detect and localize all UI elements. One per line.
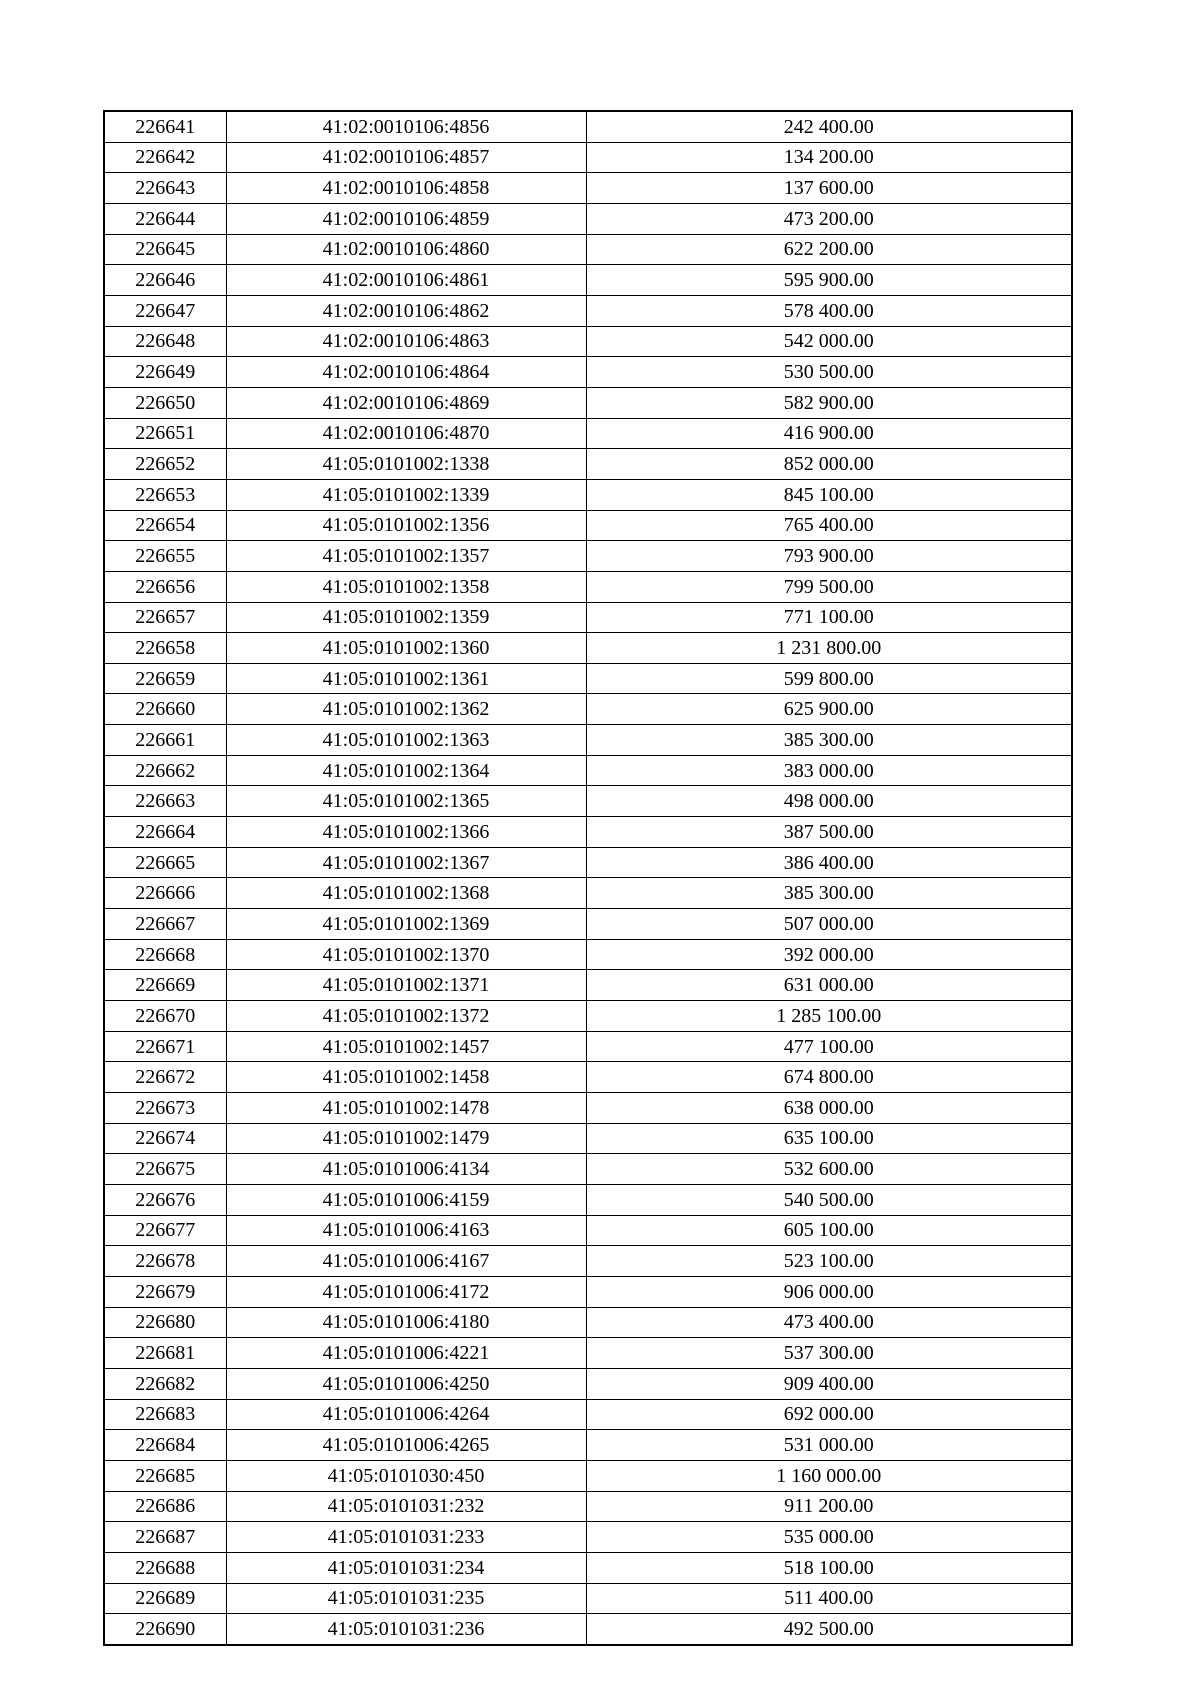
cadastral-number-cell: 41:05:0101031:234 — [226, 1552, 586, 1583]
cadastral-value-cell: 595 900.00 — [586, 265, 1072, 296]
cadastral-number-cell: 41:02:0010106:4869 — [226, 387, 586, 418]
cadastral-number-cell: 41:05:0101002:1364 — [226, 755, 586, 786]
cadastral-number-cell: 41:05:0101031:233 — [226, 1522, 586, 1553]
row-number-cell: 226653 — [104, 479, 226, 510]
row-number-cell: 226680 — [104, 1307, 226, 1338]
cadastral-number-cell: 41:05:0101002:1356 — [226, 510, 586, 541]
cadastral-value-cell: 392 000.00 — [586, 939, 1072, 970]
row-number-cell: 226670 — [104, 1001, 226, 1032]
cadastral-value-cell: 911 200.00 — [586, 1491, 1072, 1522]
cadastral-value-cell: 793 900.00 — [586, 541, 1072, 572]
row-number-cell: 226690 — [104, 1614, 226, 1645]
table-row — [104, 1246, 1072, 1277]
table-row — [104, 1093, 1072, 1124]
table-row — [104, 878, 1072, 909]
row-number-cell: 226671 — [104, 1031, 226, 1062]
cadastral-number-cell: 41:02:0010106:4864 — [226, 357, 586, 388]
cadastral-number-cell: 41:05:0101002:1338 — [226, 449, 586, 480]
table-row — [104, 357, 1072, 388]
row-number-cell: 226665 — [104, 847, 226, 878]
table-row — [104, 295, 1072, 326]
table-row — [104, 1552, 1072, 1583]
row-number-cell: 226649 — [104, 357, 226, 388]
table-row — [104, 909, 1072, 940]
cadastral-number-cell: 41:05:0101002:1479 — [226, 1123, 586, 1154]
table-row — [104, 1062, 1072, 1093]
cadastral-value-cell: 530 500.00 — [586, 357, 1072, 388]
cadastral-number-cell: 41:05:0101006:4163 — [226, 1215, 586, 1246]
cadastral-value-table — [103, 110, 1073, 1646]
cadastral-value-cell: 625 900.00 — [586, 694, 1072, 725]
cadastral-number-cell: 41:02:0010106:4862 — [226, 295, 586, 326]
cadastral-number-cell: 41:02:0010106:4861 — [226, 265, 586, 296]
row-number-cell: 226664 — [104, 817, 226, 848]
cadastral-number-cell: 41:05:0101006:4172 — [226, 1276, 586, 1307]
row-number-cell: 226654 — [104, 510, 226, 541]
row-number-cell: 226688 — [104, 1552, 226, 1583]
table-row — [104, 1215, 1072, 1246]
table-row — [104, 142, 1072, 173]
cadastral-value-cell: 518 100.00 — [586, 1552, 1072, 1583]
table-row — [104, 571, 1072, 602]
cadastral-number-cell: 41:05:0101006:4221 — [226, 1338, 586, 1369]
row-number-cell: 226663 — [104, 786, 226, 817]
cadastral-number-cell: 41:02:0010106:4856 — [226, 111, 586, 142]
cadastral-number-cell: 41:05:0101031:232 — [226, 1491, 586, 1522]
table-row — [104, 725, 1072, 756]
table-row — [104, 541, 1072, 572]
row-number-cell: 226660 — [104, 694, 226, 725]
cadastral-number-cell: 41:05:0101002:1457 — [226, 1031, 586, 1062]
cadastral-value-cell: 622 200.00 — [586, 234, 1072, 265]
cadastral-value-cell: 477 100.00 — [586, 1031, 1072, 1062]
table-row — [104, 786, 1072, 817]
cadastral-value-cell: 540 500.00 — [586, 1184, 1072, 1215]
cadastral-value-cell: 852 000.00 — [586, 449, 1072, 480]
cadastral-number-cell: 41:02:0010106:4858 — [226, 173, 586, 204]
table-row — [104, 1583, 1072, 1614]
table-row — [104, 1399, 1072, 1430]
cadastral-number-cell: 41:05:0101006:4134 — [226, 1154, 586, 1185]
cadastral-value-cell: 1 160 000.00 — [586, 1460, 1072, 1491]
cadastral-value-cell: 492 500.00 — [586, 1614, 1072, 1645]
cadastral-value-cell: 134 200.00 — [586, 142, 1072, 173]
cadastral-value-cell: 537 300.00 — [586, 1338, 1072, 1369]
table-row — [104, 847, 1072, 878]
cadastral-number-cell: 41:05:0101002:1368 — [226, 878, 586, 909]
row-number-cell: 226659 — [104, 663, 226, 694]
cadastral-value-cell: 535 000.00 — [586, 1522, 1072, 1553]
row-number-cell: 226666 — [104, 878, 226, 909]
row-number-cell: 226672 — [104, 1062, 226, 1093]
row-number-cell: 226647 — [104, 295, 226, 326]
row-number-cell: 226673 — [104, 1093, 226, 1124]
cadastral-value-cell: 532 600.00 — [586, 1154, 1072, 1185]
row-number-cell: 226645 — [104, 234, 226, 265]
row-number-cell: 226656 — [104, 571, 226, 602]
cadastral-number-cell: 41:05:0101002:1369 — [226, 909, 586, 940]
cadastral-number-cell: 41:05:0101031:236 — [226, 1614, 586, 1645]
table-row — [104, 1368, 1072, 1399]
table-row — [104, 326, 1072, 357]
row-number-cell: 226678 — [104, 1246, 226, 1277]
table-row — [104, 602, 1072, 633]
table-row — [104, 449, 1072, 480]
cadastral-number-cell: 41:05:0101002:1372 — [226, 1001, 586, 1032]
cadastral-number-cell: 41:05:0101002:1339 — [226, 479, 586, 510]
table-row — [104, 418, 1072, 449]
cadastral-value-cell: 771 100.00 — [586, 602, 1072, 633]
table-row — [104, 1276, 1072, 1307]
row-number-cell: 226682 — [104, 1368, 226, 1399]
cadastral-value-cell: 674 800.00 — [586, 1062, 1072, 1093]
cadastral-number-cell: 41:05:0101002:1359 — [226, 602, 586, 633]
cadastral-number-cell: 41:02:0010106:4857 — [226, 142, 586, 173]
row-number-cell: 226668 — [104, 939, 226, 970]
cadastral-number-cell: 41:05:0101002:1365 — [226, 786, 586, 817]
row-number-cell: 226674 — [104, 1123, 226, 1154]
table-row — [104, 1460, 1072, 1491]
cadastral-number-cell: 41:05:0101002:1361 — [226, 663, 586, 694]
cadastral-value-cell: 582 900.00 — [586, 387, 1072, 418]
row-number-cell: 226652 — [104, 449, 226, 480]
table-row — [104, 1031, 1072, 1062]
cadastral-value-cell: 137 600.00 — [586, 173, 1072, 204]
cadastral-value-cell: 1 285 100.00 — [586, 1001, 1072, 1032]
cadastral-value-cell: 511 400.00 — [586, 1583, 1072, 1614]
cadastral-number-cell: 41:02:0010106:4859 — [226, 203, 586, 234]
table-row — [104, 1307, 1072, 1338]
cadastral-number-cell: 41:05:0101002:1371 — [226, 970, 586, 1001]
row-number-cell: 226661 — [104, 725, 226, 756]
table-row — [104, 633, 1072, 664]
cadastral-value-cell: 799 500.00 — [586, 571, 1072, 602]
row-number-cell: 226643 — [104, 173, 226, 204]
row-number-cell: 226657 — [104, 602, 226, 633]
row-number-cell: 226683 — [104, 1399, 226, 1430]
row-number-cell: 226667 — [104, 909, 226, 940]
table-row — [104, 203, 1072, 234]
cadastral-value-cell: 578 400.00 — [586, 295, 1072, 326]
table-row — [104, 1123, 1072, 1154]
cadastral-value-cell: 631 000.00 — [586, 970, 1072, 1001]
table-row — [104, 755, 1072, 786]
cadastral-value-cell: 385 300.00 — [586, 725, 1072, 756]
cadastral-value-cell: 635 100.00 — [586, 1123, 1072, 1154]
cadastral-value-cell: 906 000.00 — [586, 1276, 1072, 1307]
table-row — [104, 1491, 1072, 1522]
cadastral-value-cell: 765 400.00 — [586, 510, 1072, 541]
cadastral-value-cell: 473 400.00 — [586, 1307, 1072, 1338]
cadastral-value-cell: 531 000.00 — [586, 1430, 1072, 1461]
table-row — [104, 265, 1072, 296]
cadastral-value-cell: 416 900.00 — [586, 418, 1072, 449]
cadastral-value-cell: 638 000.00 — [586, 1093, 1072, 1124]
cadastral-number-cell: 41:05:0101002:1358 — [226, 571, 586, 602]
cadastral-number-cell: 41:05:0101030:450 — [226, 1460, 586, 1491]
cadastral-number-cell: 41:02:0010106:4860 — [226, 234, 586, 265]
cadastral-value-cell: 385 300.00 — [586, 878, 1072, 909]
cadastral-number-cell: 41:05:0101002:1360 — [226, 633, 586, 664]
table-row — [104, 663, 1072, 694]
cadastral-number-cell: 41:05:0101006:4180 — [226, 1307, 586, 1338]
cadastral-value-cell: 523 100.00 — [586, 1246, 1072, 1277]
row-number-cell: 226658 — [104, 633, 226, 664]
cadastral-value-cell: 1 231 800.00 — [586, 633, 1072, 664]
table-row — [104, 387, 1072, 418]
row-number-cell: 226642 — [104, 142, 226, 173]
cadastral-value-cell: 473 200.00 — [586, 203, 1072, 234]
table-row — [104, 694, 1072, 725]
row-number-cell: 226662 — [104, 755, 226, 786]
row-number-cell: 226685 — [104, 1460, 226, 1491]
cadastral-number-cell: 41:05:0101031:235 — [226, 1583, 586, 1614]
cadastral-number-cell: 41:02:0010106:4863 — [226, 326, 586, 357]
cadastral-value-cell: 383 000.00 — [586, 755, 1072, 786]
cadastral-value-cell: 387 500.00 — [586, 817, 1072, 848]
row-number-cell: 226655 — [104, 541, 226, 572]
table-row — [104, 1614, 1072, 1645]
cadastral-number-cell: 41:05:0101006:4264 — [226, 1399, 586, 1430]
cadastral-number-cell: 41:05:0101002:1362 — [226, 694, 586, 725]
row-number-cell: 226681 — [104, 1338, 226, 1369]
cadastral-number-cell: 41:05:0101002:1458 — [226, 1062, 586, 1093]
row-number-cell: 226675 — [104, 1154, 226, 1185]
table-row — [104, 173, 1072, 204]
row-number-cell: 226646 — [104, 265, 226, 296]
row-number-cell: 226684 — [104, 1430, 226, 1461]
row-number-cell: 226676 — [104, 1184, 226, 1215]
table-row — [104, 1338, 1072, 1369]
table-row — [104, 1154, 1072, 1185]
row-number-cell: 226644 — [104, 203, 226, 234]
cadastral-value-cell: 605 100.00 — [586, 1215, 1072, 1246]
cadastral-number-cell: 41:05:0101006:4159 — [226, 1184, 586, 1215]
row-number-cell: 226669 — [104, 970, 226, 1001]
table-row — [104, 970, 1072, 1001]
cadastral-value-cell: 507 000.00 — [586, 909, 1072, 940]
cadastral-number-cell: 41:05:0101006:4265 — [226, 1430, 586, 1461]
table-row — [104, 1522, 1072, 1553]
table-body — [104, 111, 1072, 1645]
cadastral-number-cell: 41:05:0101002:1357 — [226, 541, 586, 572]
table-row — [104, 817, 1072, 848]
cadastral-value-cell: 909 400.00 — [586, 1368, 1072, 1399]
cadastral-value-cell: 542 000.00 — [586, 326, 1072, 357]
row-number-cell: 226677 — [104, 1215, 226, 1246]
cadastral-number-cell: 41:05:0101002:1370 — [226, 939, 586, 970]
table-row — [104, 1430, 1072, 1461]
row-number-cell: 226687 — [104, 1522, 226, 1553]
table-row — [104, 234, 1072, 265]
cadastral-value-cell: 599 800.00 — [586, 663, 1072, 694]
row-number-cell: 226689 — [104, 1583, 226, 1614]
row-number-cell: 226679 — [104, 1276, 226, 1307]
cadastral-number-cell: 41:05:0101002:1366 — [226, 817, 586, 848]
cadastral-value-cell: 692 000.00 — [586, 1399, 1072, 1430]
row-number-cell: 226651 — [104, 418, 226, 449]
table-row — [104, 479, 1072, 510]
table-row — [104, 939, 1072, 970]
cadastral-value-cell: 498 000.00 — [586, 786, 1072, 817]
table-row — [104, 510, 1072, 541]
cadastral-number-cell: 41:02:0010106:4870 — [226, 418, 586, 449]
cadastral-number-cell: 41:05:0101002:1367 — [226, 847, 586, 878]
row-number-cell: 226641 — [104, 111, 226, 142]
row-number-cell: 226650 — [104, 387, 226, 418]
cadastral-number-cell: 41:05:0101006:4167 — [226, 1246, 586, 1277]
table-row — [104, 1001, 1072, 1032]
cadastral-number-cell: 41:05:0101002:1478 — [226, 1093, 586, 1124]
table-row — [104, 111, 1072, 142]
cadastral-number-cell: 41:05:0101006:4250 — [226, 1368, 586, 1399]
row-number-cell: 226686 — [104, 1491, 226, 1522]
cadastral-value-cell: 845 100.00 — [586, 479, 1072, 510]
table-row — [104, 1184, 1072, 1215]
cadastral-value-cell: 386 400.00 — [586, 847, 1072, 878]
row-number-cell: 226648 — [104, 326, 226, 357]
cadastral-number-cell: 41:05:0101002:1363 — [226, 725, 586, 756]
cadastral-value-cell: 242 400.00 — [586, 111, 1072, 142]
